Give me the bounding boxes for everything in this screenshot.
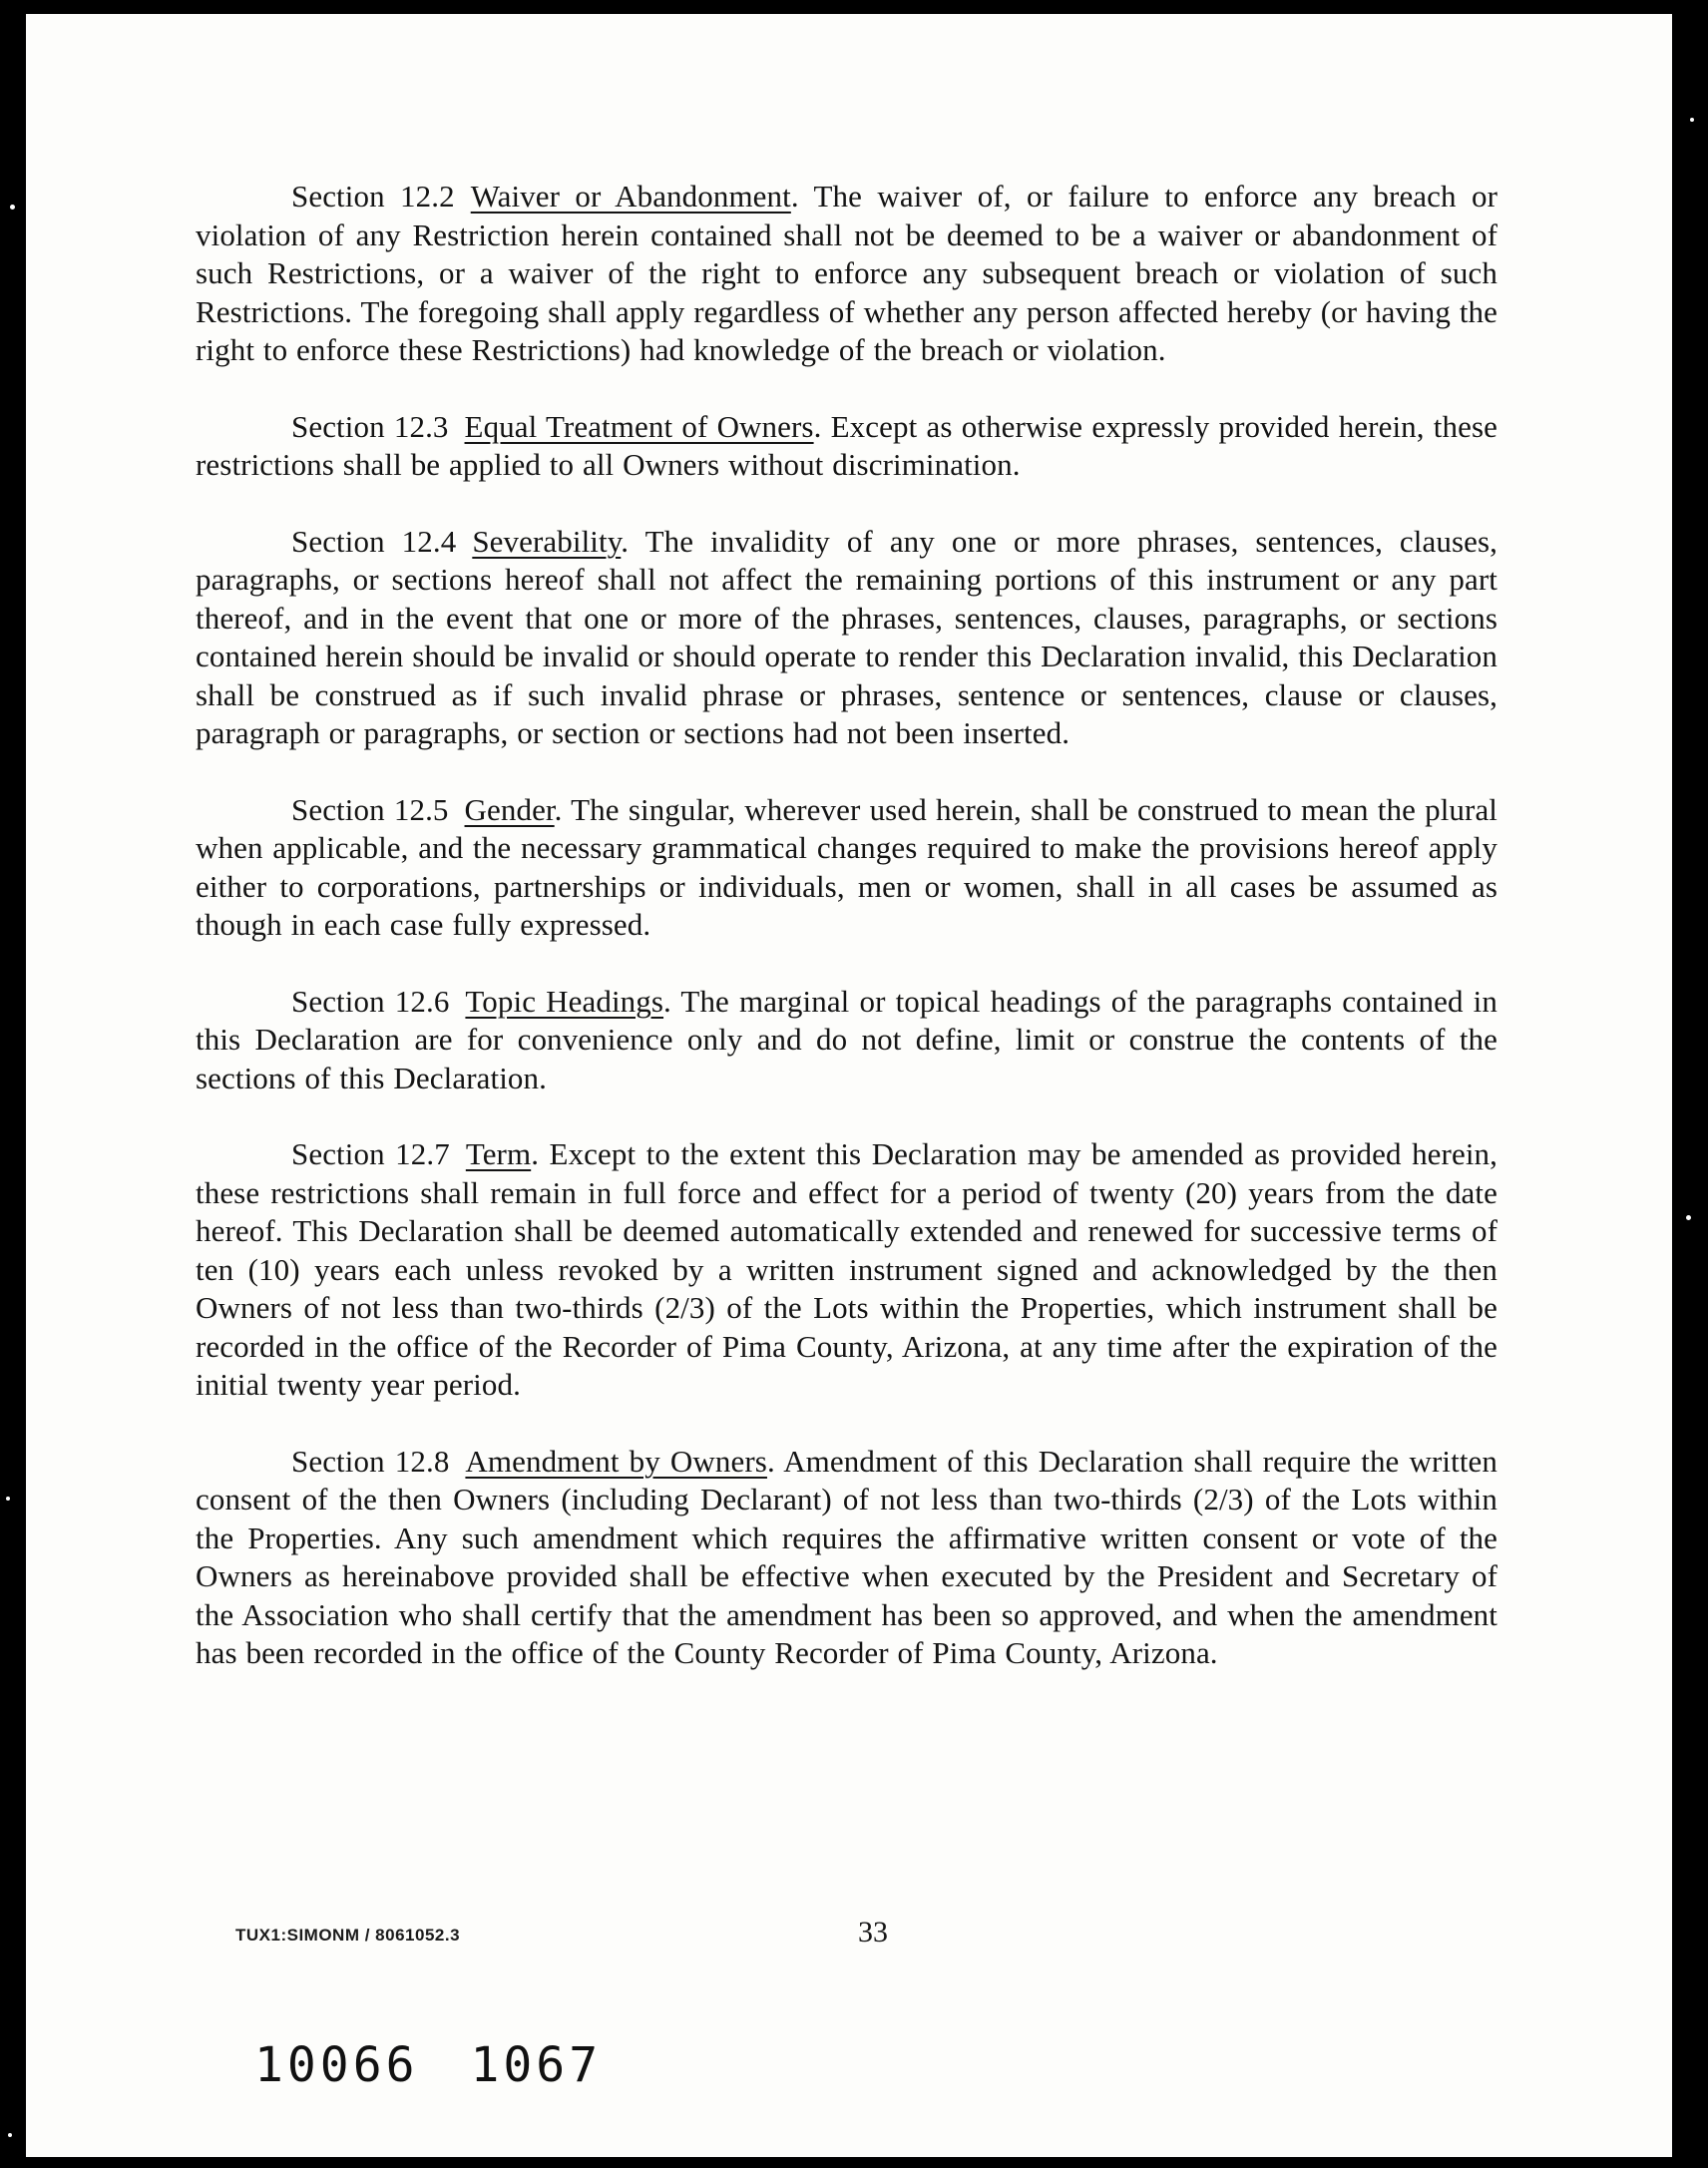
section-title: Amendment by Owners xyxy=(465,1443,767,1479)
section-12-4: Section 12.4 Severability. The invalidity of any one or more phrases, sentences, clauses, paragraphs, or sections hereof shall not affect the remaining portions of this instrument or any part thereof, and in the event that one or more of the phrases, sentences, clauses, paragraphs, or sections contained herein should be invalid or should operate to render this Declaration invalid, this Declaration shall be construed as if such invalid phrase or phrases, sentence or sentences, clause or clauses, paragraph or paragraphs, or section or sections had not been inserted. xyxy=(196,523,1497,750)
scan-speck xyxy=(1690,118,1694,122)
scan-speck xyxy=(10,205,15,210)
section-body: Except to the extent this Declaration may be amended as provided herein, these restrictions shall remain in full force and effect for a period of twenty (20) years from the date hereof. This Declaration shall be deemed automatically extended and renewed for successive terms of ten (10) years each unless revoked by a written instrument signed and acknowledged by the then Owners of not less than two-thirds (2/3) of the Lots within the Properties, which instrument shall be recorded in the office of the Recorder of Pima County, Arizona, at any time after the expiration of the initial twenty year period. xyxy=(196,1136,1497,1402)
section-number: Section 12.6 xyxy=(291,983,450,1019)
section-body: The waiver of, or failure to enforce any breach or violation of any Restriction herein contained shall not be deemed to be a waiver or abandonment of such Restrictions, or a waiver of the right to enforce any subsequent breach or violation of such Restrictions. The foregoing shall apply regardless of whether any person affected hereby (or having the right to enforce these Restrictions) had knowledge of the breach or violation. xyxy=(196,179,1498,367)
section-title: Topic Headings xyxy=(465,983,664,1019)
section-body: The marginal or topical headings of the paragraphs contained in this Declaration are for convenience only and do not define, limit or construe the contents of the sections of this Declaration. xyxy=(196,983,1497,1095)
section-body: The singular, wherever used herein, shall be construed to mean the plural when applicable, and the necessary grammatical changes required to make the provisions hereof apply either to corporations, partnerships or individuals, men or women, shall in all cases be assumed as though in each case fully expressed. xyxy=(196,791,1498,942)
section-number: Section 12.7 xyxy=(291,1136,450,1171)
scan-speck xyxy=(6,1497,10,1501)
section-number: Section 12.4 xyxy=(291,523,457,559)
section-body: Amendment of this Declaration shall require the written consent of the then Owners (including Declarant) of not less than two-thirds (2/3) of the Lots within the Properties. Any such amendment which requires the affirmative written consent or vote of the Owners as hereinabove provided shall be effective when executed by the President and Secretary of the Association who shall certify that the amendment has been so approved, and when the amendment has been recorded in the office of the County Recorder of Pima County, Arizona. xyxy=(196,1443,1497,1670)
section-title: Term xyxy=(465,1136,532,1171)
section-number: Section 12.8 xyxy=(291,1443,450,1479)
section-number: Section 12.3 xyxy=(291,408,449,444)
section-12-7: Section 12.7 Term. Except to the extent this Declaration may be amended as provided herein, these restrictions shall remain in full force and effect for a period of twenty (20) years from the date hereof. This Declaration shall be deemed automatically extended and renewed for successive terms of ten (10) years each unless revoked by a written instrument signed and acknowledged by the then Owners of not less than two-thirds (2/3) of the Lots within the Properties, which instrument shall be recorded in the office of the Recorder of Pima County, Arizona, at any time after the expiration of the initial twenty year period. xyxy=(196,1136,1497,1402)
section-12-6: Section 12.6 Topic Headings. The marginal or topical headings of the paragraphs contained in this Declaration are for convenience only and do not define, limit or construe the contents of the sections of this Declaration. xyxy=(196,983,1497,1095)
book-page-stamp xyxy=(254,2037,602,2093)
section-12-2: Section 12.2 Waiver or Abandonment. The waiver of, or failure to enforce any breach or violation of any Restriction herein contained shall not be deemed to be a waiver or abandonment of such Restrictions, or a waiver of the right to enforce any subsequent breach or violation of such Restrictions. The foregoing shall apply regardless of whether any person affected hereby (or having the right to enforce these Restrictions) had knowledge of the breach or violation. xyxy=(196,179,1498,367)
document-body xyxy=(196,178,1497,1711)
section-12-5: Section 12.5 Gender. The singular, wherever used herein, shall be construed to mean the plural when applicable, and the necessary grammatical changes required to make the provisions hereof apply either to corporations, partnerships or individuals, men or women, shall in all cases be assumed as though in each case fully expressed. xyxy=(196,791,1498,942)
section-title: Gender xyxy=(464,791,555,827)
book-page-number: 1067 xyxy=(470,2037,603,2093)
section-body: Except as otherwise expressly provided herein, these restrictions shall be applied to all Owners without discrimination. xyxy=(196,408,1497,482)
section-number: Section 12.2 xyxy=(291,179,455,214)
document-reference-code: TUX1:SIMONM / 8061052.3 xyxy=(235,1926,461,1945)
book-number: 10066 xyxy=(254,2037,419,2093)
section-title: Waiver or Abandonment xyxy=(470,179,791,214)
section-title: Equal Treatment of Owners xyxy=(464,408,814,444)
scan-speck xyxy=(1686,1215,1691,1220)
section-number: Section 12.5 xyxy=(291,791,449,827)
page-number: 33 xyxy=(858,1916,888,1949)
section-12-3: Section 12.3 Equal Treatment of Owners. Except as otherwise expressly provided herein, these restrictions shall be applied to all Owners without discrimination. xyxy=(196,408,1497,482)
scan-speck xyxy=(8,2133,12,2137)
section-body: The invalidity of any one or more phrases, sentences, clauses, paragraphs, or sections hereof shall not affect the remaining portions of this instrument or any part thereof, and in the event that one or more of the phrases, sentences, clauses, paragraphs, or sections contained herein should be invalid or should operate to render this Declaration invalid, this Declaration shall be construed as if such invalid phrase or phrases, sentence or sentences, clause or clauses, paragraph or paragraphs, or section or sections had not been inserted. xyxy=(196,523,1497,750)
section-title: Severability xyxy=(472,523,622,559)
section-12-8: Section 12.8 Amendment by Owners. Amendment of this Declaration shall require the written consent of the then Owners (including Declarant) of not less than two-thirds (2/3) of the Lots within the Properties. Any such amendment which requires the affirmative written consent or vote of the Owners as hereinabove provided shall be effective when executed by the President and Secretary of the Association who shall certify that the amendment has been so approved, and when the amendment has been recorded in the office of the County Recorder of Pima County, Arizona. xyxy=(196,1443,1497,1670)
